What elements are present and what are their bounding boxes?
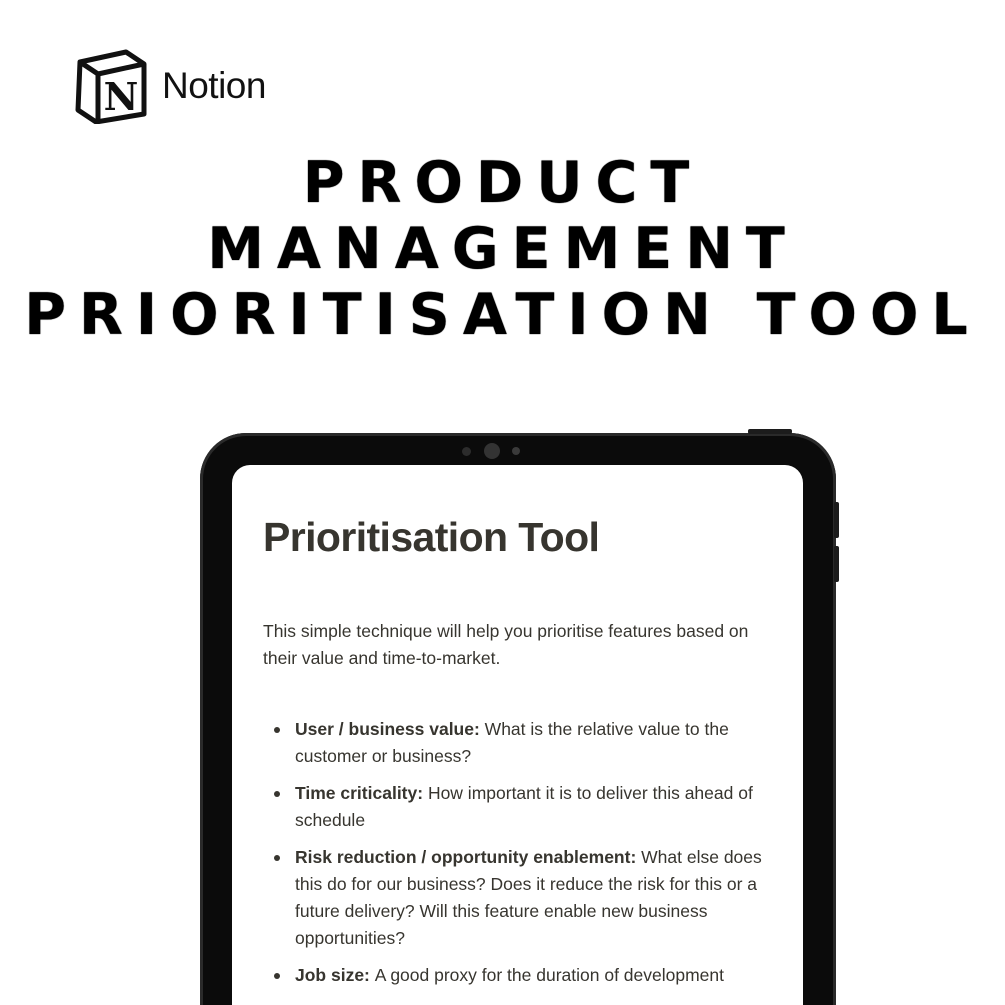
list-item-text: A good proxy for the duration of development (374, 965, 725, 986)
notion-logo-letter: N (103, 74, 139, 119)
headline (0, 150, 1005, 348)
list-item-text: What is the relative value to the customer or business? (295, 719, 729, 767)
tablet-top-button (748, 429, 792, 434)
list-item-term: Job size: (295, 965, 375, 986)
list-item-text: How important it is to deliver this ahead of schedule (295, 783, 753, 831)
headline-line-1: PRODUCT (302, 150, 703, 216)
list-item (263, 716, 773, 770)
headline-line-3: PRIORITISATION TOOL (24, 282, 981, 349)
tablet-screen (232, 465, 803, 1005)
camera-bar (456, 443, 536, 459)
sensor-icon (462, 447, 471, 456)
list-item (263, 780, 773, 834)
bullet-icon (274, 727, 280, 733)
brand-lockup (74, 48, 266, 124)
tablet-volume-up-button (834, 502, 839, 538)
list-item-term: Risk reduction / opportunity enablement: (295, 847, 642, 868)
bullet-icon (274, 973, 280, 979)
list-item-term: User / business value: (295, 719, 485, 740)
bullet-icon (274, 855, 280, 861)
light-sensor-icon (512, 447, 520, 455)
list-item-term: Time criticality: (295, 783, 428, 804)
bullet-icon (274, 791, 280, 797)
list-item (263, 844, 773, 952)
tablet-volume-down-button (834, 546, 839, 582)
criteria-list (263, 716, 773, 989)
headline-line-2: MANAGEMENT (207, 216, 798, 283)
notion-logo-icon (74, 48, 148, 124)
list-item (263, 962, 773, 989)
brand-name: Notion (162, 65, 266, 106)
list-item-text: What else does this do for our business? Does it reduce the risk for this or a future delivery? Will this feature enable new business opportunities? (295, 847, 762, 949)
page-title: Prioritisation Tool (263, 514, 600, 560)
notion-page (263, 513, 773, 999)
camera-icon (484, 443, 500, 459)
page-intro: This simple technique will help you prioritise features based on their value and time-to-market. (263, 621, 749, 669)
